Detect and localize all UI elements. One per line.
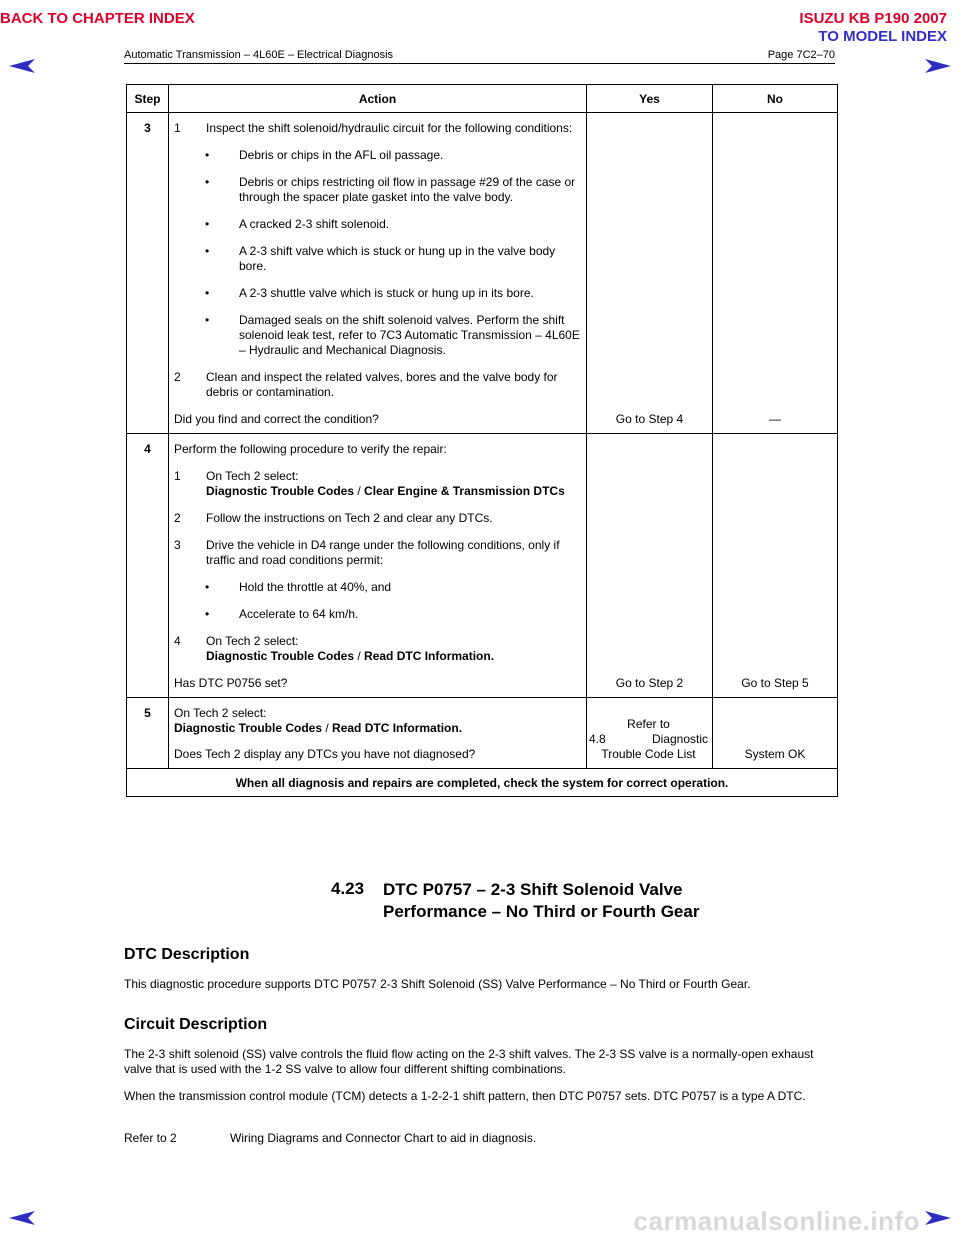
next-page-arrow-icon[interactable]	[924, 58, 952, 74]
section-number: 4.23	[331, 879, 365, 898]
bullet-item: A 2-3 shuttle valve which is stuck or hung up in its bore.	[239, 286, 534, 300]
menu-path-part: Read DTC Information.	[332, 721, 463, 735]
item-number: 2	[174, 511, 181, 525]
yes-result: Refer to 4.8 Diagnostic Trouble Code List	[587, 698, 713, 769]
menu-path-part: Diagnostic Trouble Codes	[206, 649, 355, 663]
bullet-item: Debris or chips in the AFL oil passage.	[239, 148, 444, 162]
item-text: Clean and inspect the related valves, bores and the valve body for debris or contamination.	[206, 370, 558, 399]
wiring-reference: Refer to 2 Wiring Diagrams and Connector Chart to aid in diagnosis.	[124, 1131, 537, 1145]
dtc-description-heading: DTC Description	[124, 946, 250, 963]
yes-column-header: Yes	[587, 85, 713, 113]
item-number: 1	[174, 469, 181, 483]
yes-result: Go to Step 2	[587, 434, 713, 698]
bullet-item: A cracked 2-3 shift solenoid.	[239, 217, 390, 231]
step-5-row	[127, 698, 838, 769]
yes-result: Go to Step 4	[587, 113, 713, 434]
circuit-description-heading: Circuit Description	[124, 1016, 268, 1033]
step-4-row	[127, 434, 838, 698]
previous-page-arrow-icon[interactable]	[8, 1210, 36, 1226]
step-intro: Perform the following procedure to verify the repair:	[174, 442, 447, 456]
next-page-arrow-icon[interactable]	[924, 1210, 952, 1226]
step-4-action: Perform the following procedure to verify the repair: 1 On Tech 2 select: Diagnostic Trouble Codes / Clear Engine & Transmission DTCs 2 Follow the instructions on Tech 2 and clear any DTCs. 3 Drive the vehicle in D4 range under the following conditions, only if traffic and road conditions permit: • Hold the throttle at 40%, and • Accelerate to 64 km/h. 4 On Tech 2 select: Diagnostic Trouble Codes / Read DTC Information. Has DTC P0756 set?	[169, 434, 587, 698]
dtc-description-text: This diagnostic procedure supports DTC P0757 2-3 Shift Solenoid (SS) Valve Performance – No Third or Fourth Gear.	[124, 977, 751, 991]
page-number: Page 7C2–70	[767, 49, 835, 61]
running-header-title: Automatic Transmission – 4L60E – Electrical Diagnosis	[124, 49, 394, 61]
section-title: DTC P0757 – 2-3 Shift Solenoid Valve Performance – No Third or Fourth Gear	[383, 880, 700, 921]
bullet-item: Accelerate to 64 km/h.	[239, 607, 359, 621]
menu-path-part: Clear Engine & Transmission DTCs	[364, 484, 565, 498]
item-text: Drive the vehicle in D4 range under the following conditions, only if traffic and road conditions permit:	[206, 538, 560, 567]
diagnostic-table	[126, 84, 838, 797]
back-to-model-index-link[interactable]: TO MODEL INDEX	[818, 28, 947, 45]
step-column-header: Step	[127, 85, 169, 113]
no-result: System OK	[713, 698, 838, 769]
circuit-description-paragraph: The 2-3 shift solenoid (SS) valve controls the fluid flow acting on the 2-3 shift valves. The 2-3 SS valve is a normally-open exhaust valve that is used with the 1-2 SS valve to allow four different shifting combinations.	[124, 1047, 814, 1076]
item-text: On Tech 2 select:	[206, 469, 299, 483]
step-number: 4	[127, 434, 169, 698]
bullet-item: Debris or chips restricting oil flow in passage #29 of the case or through the spacer plate gasket into the valve body.	[239, 175, 576, 204]
no-result: Go to Step 5	[713, 434, 838, 698]
item-number: 3	[174, 538, 181, 552]
table-footer-note: When all diagnosis and repairs are completed, check the system for correct operation.	[127, 769, 838, 797]
header-rule	[124, 63, 835, 64]
step-question: Has DTC P0756 set?	[174, 676, 288, 690]
item-number: 1	[174, 121, 181, 135]
step-question: Did you find and correct the condition?	[174, 412, 379, 426]
step-question: Does Tech 2 display any DTCs you have not diagnosed?	[174, 747, 476, 761]
circuit-description-paragraph: When the transmission control module (TCM) detects a 1-2-2-1 shift pattern, then DTC P0757 sets. DTC P0757 is a type A DTC.	[124, 1089, 806, 1103]
brand-model-link[interactable]: ISUZU KB P190 2007	[799, 10, 947, 27]
bullet-item: Hold the throttle at 40%, and	[239, 580, 392, 594]
step-3-action: 1 Inspect the shift solenoid/hydraulic circuit for the following conditions: • Debris or chips in the AFL oil passage. • Debris or chips restricting oil flow in passage #29 of the case or through the spacer plate gasket into the valve body. • A cracked 2-3 shift solenoid. • A 2-3 shift valve which is stuck or hung up in the valve body bore. • A 2-3 shuttle valve which is stuck or hung up in its bore. • Damaged seals on the shift solenoid valves. Perform the shift solenoid leak test, refer to 7C3 Automatic Transmission – 4L60E – Hydraulic and Mechanical Diagnosis. 2 Clean and inspect the related valves, bores and the valve body for debris or contamination. Did you find and correct the condition?	[169, 113, 587, 434]
item-text: On Tech 2 select:	[174, 706, 267, 720]
item-number: 4	[174, 634, 181, 648]
action-column-header: Action	[169, 85, 587, 113]
menu-path-part: Read DTC Information.	[364, 649, 495, 663]
step-3-row	[127, 113, 838, 434]
back-to-chapter-index-link[interactable]: BACK TO CHAPTER INDEX	[0, 10, 195, 27]
bullet-item: A 2-3 shift valve which is stuck or hung up in the valve body bore.	[239, 244, 556, 273]
watermark-text: carmanualsonline.info	[633, 1206, 920, 1236]
item-text: Inspect the shift solenoid/hydraulic circuit for the following conditions:	[206, 121, 573, 135]
step-5-action: On Tech 2 select: Diagnostic Trouble Codes / Read DTC Information. Does Tech 2 display any DTCs you have not diagnosed?	[169, 698, 587, 769]
item-number: 2	[174, 370, 181, 384]
step-number: 3	[127, 113, 169, 434]
item-text: Follow the instructions on Tech 2 and clear any DTCs.	[206, 511, 493, 525]
no-column-header: No	[713, 85, 838, 113]
menu-path-part: Diagnostic Trouble Codes	[174, 721, 323, 735]
step-number: 5	[127, 698, 169, 769]
no-result: —	[713, 113, 838, 434]
menu-path-part: Diagnostic Trouble Codes	[206, 484, 355, 498]
previous-page-arrow-icon[interactable]	[8, 58, 36, 74]
bullet-item: Damaged seals on the shift solenoid valves. Perform the shift solenoid leak test, refer to 7C3 Automatic Transmission – 4L60E – Hydraulic and Mechanical Diagnosis.	[239, 313, 580, 357]
item-text: On Tech 2 select:	[206, 634, 299, 648]
